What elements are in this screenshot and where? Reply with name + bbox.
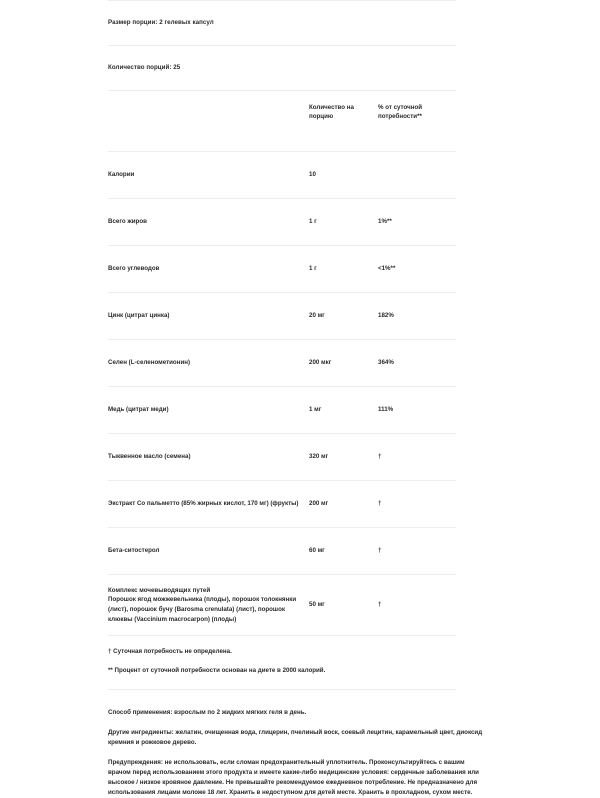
servings-per-container-row (108, 46, 456, 90)
nutrient-daily-value: 111% (378, 406, 394, 414)
other-ingredients-text: Другие ингредиенты: желатин, очищенная вода, глицерин, пчелиный воск, соевый лецитин, карамельный цвет, диоксид кремния и рожковое дерево. (108, 728, 483, 746)
prose-section (108, 690, 483, 798)
servings-per-container-text: Количество порций: 25 (108, 63, 181, 71)
nutrient-amount: 20 мг (309, 312, 325, 320)
directions-text: Способ применения: взрослым по 2 жидких мягких геля в день. (108, 708, 307, 716)
nutrient-name: Тыквенное масло (семена) (108, 453, 191, 461)
table-row (108, 340, 456, 386)
table-row (108, 528, 456, 574)
table-row (108, 246, 456, 292)
table-row (108, 575, 456, 635)
nutrient-daily-value: † (378, 547, 382, 555)
footnotes-section (108, 636, 456, 689)
nutrient-name: Селен (L-селенометионин) (108, 359, 191, 367)
table-row (108, 387, 456, 433)
nutrient-amount: 60 мг (309, 547, 325, 555)
table-row (108, 481, 456, 527)
nutrient-amount: 1 мг (309, 406, 322, 414)
nutrient-daily-value: † (378, 500, 382, 508)
footnote-double-asterisk: ** Процент от суточной потребности основан на диете в 2000 калорий. (108, 667, 326, 675)
nutrient-amount: 200 мкг (309, 359, 332, 367)
nutrient-daily-value: 364% (378, 359, 394, 367)
nutrient-amount: 1 г (309, 218, 317, 226)
nutrient-name: Комплекс мочевыводящих путей Порошок ягод можжевельника (плоды), порошок толокнянки (лист), порошок бучу (Barosma crenulata) (лист), порошок клюквы (Vaccinium macrocarpon) (плоды) (108, 586, 297, 623)
nutrient-rows-host (108, 152, 456, 636)
nutrient-daily-value: <1%** (378, 265, 396, 273)
nutrient-daily-value: † (378, 453, 382, 461)
nutrient-name: Экстракт Со пальметто (85% жирных кислот, 170 мг) (фрукты) (108, 500, 299, 508)
nutrient-name: Всего жиров (108, 218, 147, 226)
table-row (108, 434, 456, 480)
column-header-amount: Количество на порцию (309, 104, 354, 121)
warnings-text: Предупреждения: не использовать, если сломан предохранительный уплотнитель. Проконсультируйтесь с вашим врачом перед использованием этого продукта и имеете какие-либо медицинские условия: сердечные заболевания или высокое / низкое кровяное давление. Не превышайте рекомендуемое ежедневное потребление. Не предназначено для использования лицами моложе 18 лет. Хранить в недоступном для детей месте. Хранить в прохладном, сухом месте. (108, 758, 479, 796)
nutrient-amount: 1 г (309, 265, 317, 273)
nutrient-name: Всего углеводов (108, 265, 160, 273)
serving-size-row (108, 1, 456, 45)
table-row (108, 199, 456, 245)
nutrient-daily-value: 182% (378, 312, 394, 320)
nutrient-daily-value: 1%** (378, 218, 392, 226)
nutrient-amount: 200 мг (309, 500, 329, 508)
nutrient-amount: 50 мг (309, 601, 325, 609)
nutrient-amount: 320 мг (309, 453, 329, 461)
nutrient-daily-value: † (378, 601, 382, 609)
nutrient-name: Цинк (цитрат цинка) (108, 312, 170, 320)
nutrient-name: Калории (108, 171, 135, 179)
serving-size-text: Размер порции: 2 гелевых капсул (108, 18, 214, 26)
table-header-row (108, 91, 456, 151)
nutrient-name: Бета-ситостерол (108, 547, 160, 555)
supplement-facts-inner (108, 0, 483, 798)
table-row (108, 293, 456, 339)
footnote-dagger: † Суточная потребность не определена. (108, 648, 232, 655)
nutrient-name: Медь (цитрат меди) (108, 406, 169, 414)
nutrient-amount: 10 (309, 171, 316, 179)
column-header-daily-value: % от суточной потребности** (378, 104, 423, 121)
table-row (108, 152, 456, 198)
